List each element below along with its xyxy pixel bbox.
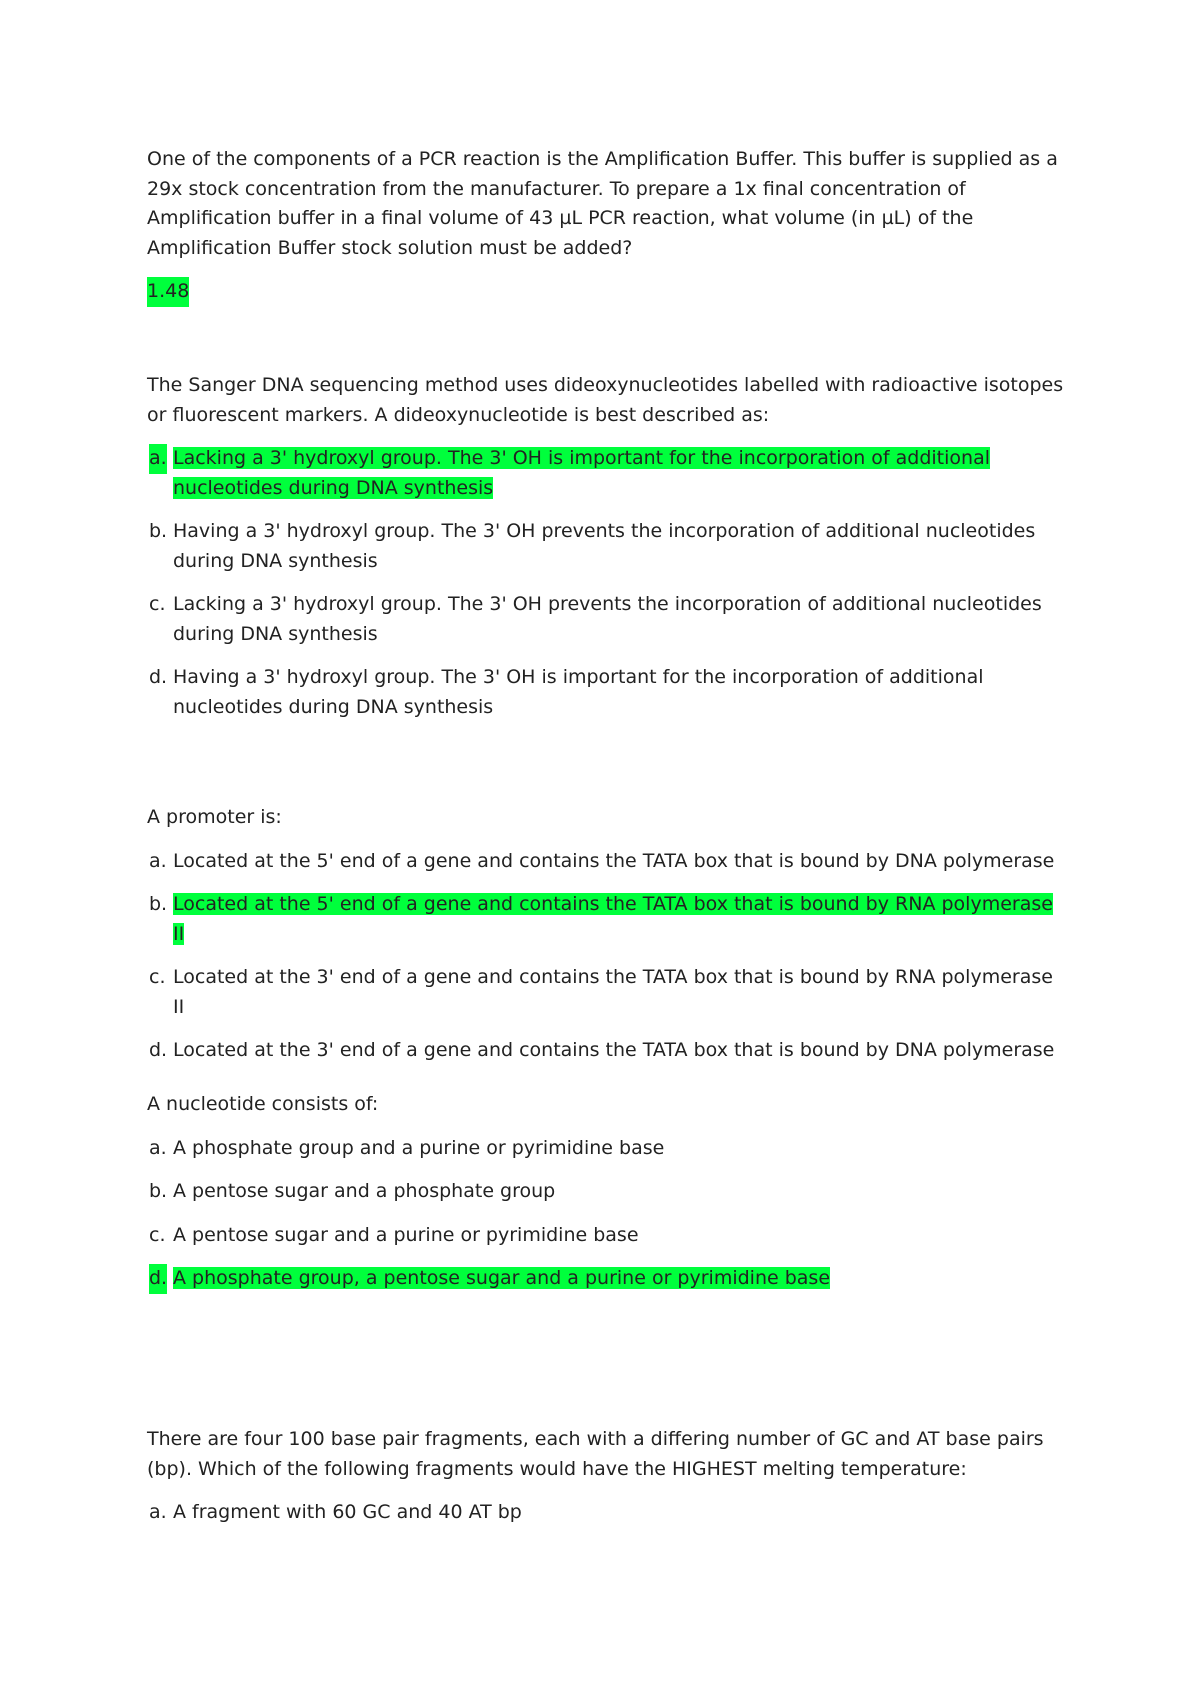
question-4-option-a bbox=[147, 1134, 1067, 1164]
question-1-answer: 1.48 bbox=[147, 277, 189, 307]
option-text: Having a 3' hydroxyl group. The 3' OH prevents the incorporation of additional nucleotides during DNA synthesis bbox=[173, 520, 1036, 572]
question-3-option-a bbox=[147, 847, 1067, 877]
option-letter: a. bbox=[149, 1136, 167, 1159]
question-2-option-a bbox=[147, 444, 1067, 503]
option-text: Located at the 5' end of a gene and contains the TATA box that is bound by DNA polymerase bbox=[173, 849, 1055, 872]
option-text: A fragment with 60 GC and 40 AT bp bbox=[173, 1501, 522, 1523]
option-letter: b. bbox=[149, 1180, 168, 1202]
question-3-option-d bbox=[147, 1036, 1067, 1066]
option-letter: b. bbox=[149, 520, 168, 542]
question-1 bbox=[147, 145, 1067, 307]
question-4 bbox=[147, 1090, 1067, 1294]
question-2-option-b bbox=[147, 517, 1067, 576]
option-letter: d. bbox=[149, 1039, 168, 1061]
option-text: A phosphate group, a pentose sugar and a purine or pyrimidine base bbox=[173, 1267, 831, 1289]
option-letter: d. bbox=[149, 1264, 167, 1294]
option-letter: c. bbox=[149, 593, 166, 615]
question-2-option-c bbox=[147, 590, 1067, 649]
option-text: Lacking a 3' hydroxyl group. The 3' OH prevents the incorporation of additional nucleotides during DNA synthesis bbox=[173, 593, 1042, 645]
question-4-option-b bbox=[147, 1177, 1067, 1207]
question-5-option-a bbox=[147, 1498, 1067, 1528]
option-letter: a. bbox=[149, 849, 167, 872]
question-5 bbox=[147, 1425, 1067, 1528]
question-2-text: The Sanger DNA sequencing method uses dideoxynucleotides labelled with radioactive isotopes or fluorescent markers. A dideoxynucleotide is best described as: bbox=[147, 374, 1064, 426]
question-3-option-c bbox=[147, 963, 1067, 1022]
option-text: A phosphate group and a purine or pyrimidine base bbox=[173, 1136, 665, 1159]
option-letter: a. bbox=[149, 1501, 167, 1523]
option-letter: b. bbox=[149, 893, 168, 915]
option-letter: a. bbox=[149, 444, 167, 474]
question-2 bbox=[147, 371, 1067, 722]
question-2-option-d bbox=[147, 663, 1067, 722]
question-4-text: A nucleotide consists of: bbox=[147, 1093, 379, 1115]
question-4-option-c bbox=[147, 1221, 1067, 1251]
option-text: Lacking a 3' hydroxyl group. The 3' OH is important for the incorporation of additional nucleotides during DNA synthesis bbox=[173, 447, 990, 499]
option-letter: c. bbox=[149, 966, 166, 988]
option-text: Located at the 3' end of a gene and contains the TATA box that is bound by DNA polymerase bbox=[173, 1039, 1055, 1061]
option-text: A pentose sugar and a purine or pyrimidine base bbox=[173, 1223, 639, 1246]
option-letter: d. bbox=[149, 666, 168, 688]
question-5-text: There are four 100 base pair fragments, each with a differing number of GC and AT base pairs (bp). Which of the following fragments would have the HIGHEST melting temperature: bbox=[147, 1428, 1044, 1480]
option-text: Located at the 3' end of a gene and contains the TATA box that is bound by RNA polymerase II bbox=[173, 966, 1053, 1018]
option-text: A pentose sugar and a phosphate group bbox=[173, 1180, 556, 1202]
option-text: Located at the 5' end of a gene and contains the TATA box that is bound by RNA polymerase II bbox=[173, 893, 1053, 945]
question-3 bbox=[147, 803, 1067, 1066]
question-4-option-d bbox=[147, 1264, 1067, 1294]
question-3-text: A promoter is: bbox=[147, 806, 282, 828]
question-1-text: One of the components of a PCR reaction is the Amplification Buffer. This buffer is supplied as a 29x stock concentration from the manufacturer. To prepare a 1x final concentration of Amplification buffer in a final volume of 43 µL PCR reaction, what volume (in µL) of the Amplification Buffer stock solution must be added? bbox=[147, 148, 1058, 259]
option-text: Having a 3' hydroxyl group. The 3' OH is important for the incorporation of additional nucleotides during DNA synthesis bbox=[173, 666, 984, 718]
option-letter: c. bbox=[149, 1223, 166, 1246]
question-3-option-b bbox=[147, 890, 1067, 949]
